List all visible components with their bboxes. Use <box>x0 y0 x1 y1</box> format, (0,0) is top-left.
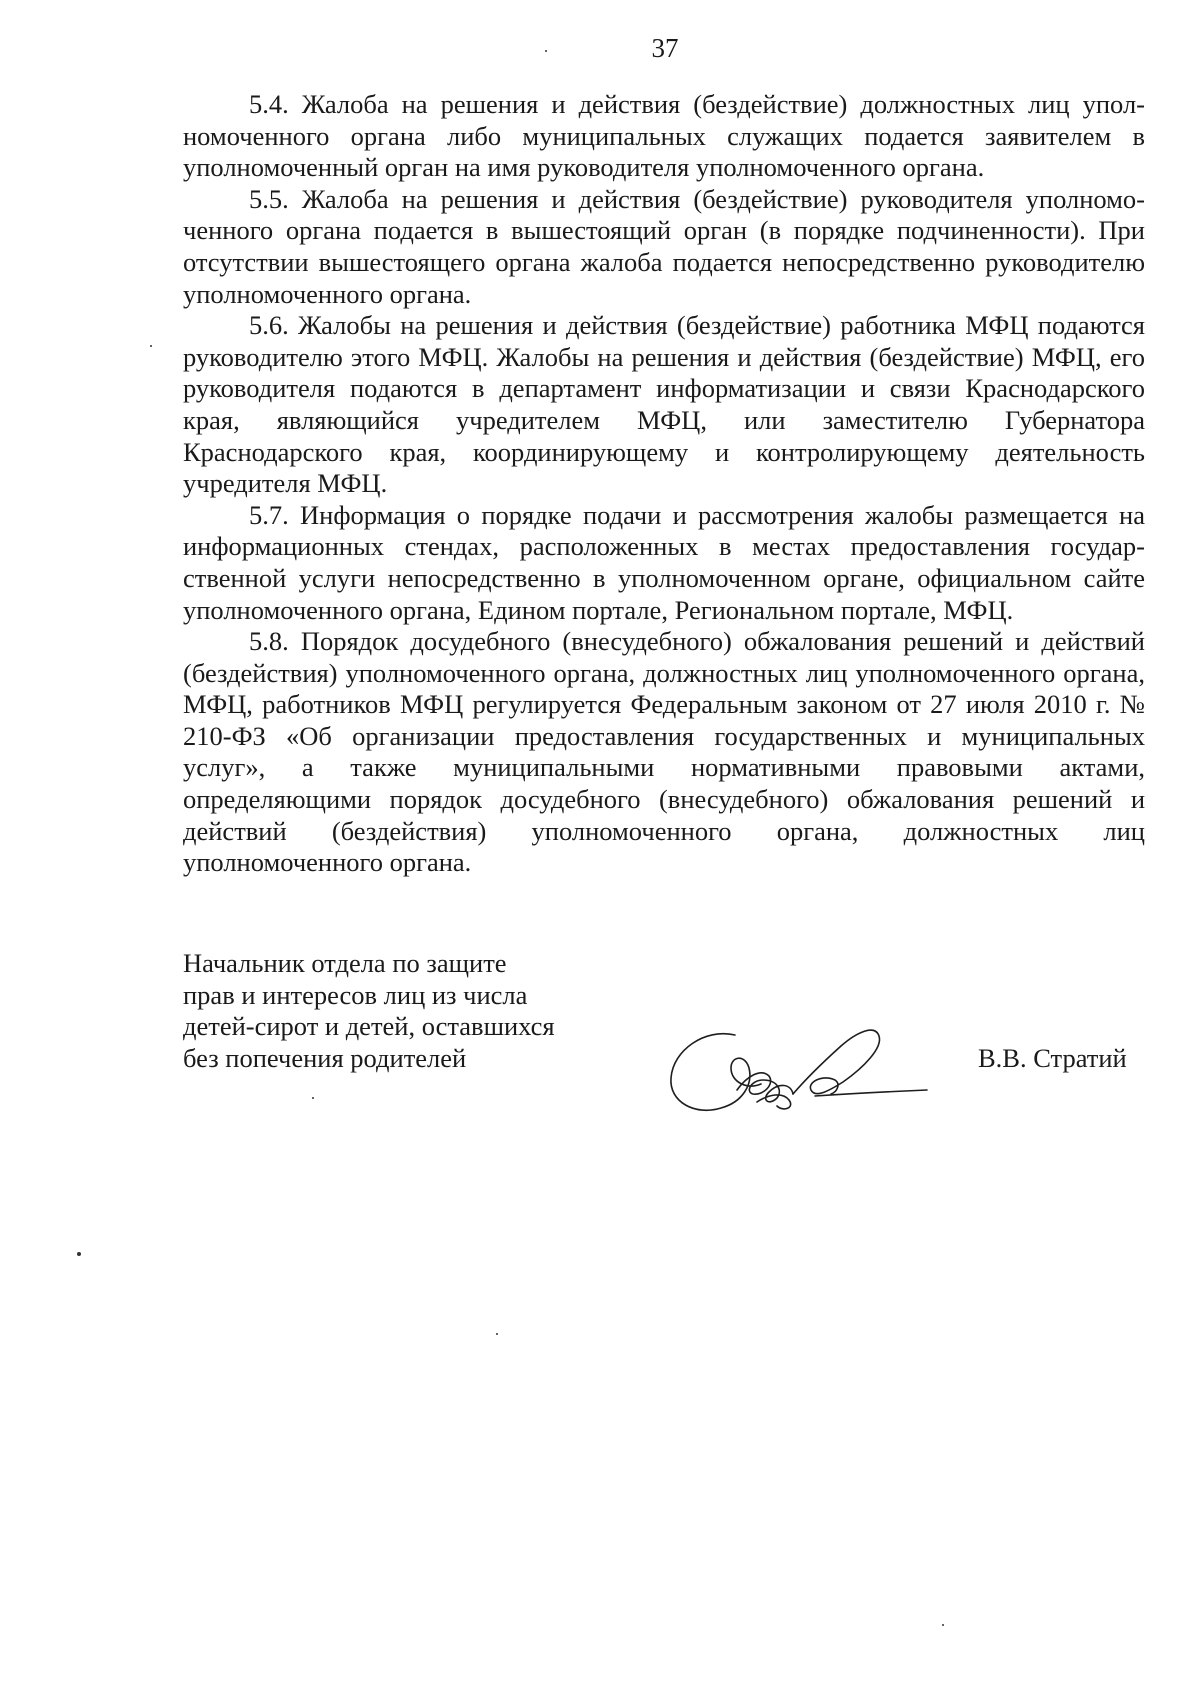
scan-speck <box>312 1097 314 1099</box>
position-line: без попечения родителей <box>183 1042 467 1073</box>
paragraph-5-4: 5.4. Жалоба на решения и действия (бездействие) должностных лиц уполномоченного органа либо муниципальных служащих подается заявителем в уполномоченный орган на имя руководителя уполномоченного органа. <box>183 89 1145 183</box>
position-line: детей-сирот и детей, оставшихся <box>183 1011 555 1042</box>
signatory-position <box>183 948 555 1074</box>
position-line: Начальник отдела по защите <box>183 948 507 978</box>
paragraph-5-5: 5.5. Жалоба на решения и действия (бездействие) руководителя уполномоченного органа подается в вышестоящий орган (в порядке подчиненности). При отсутствии вышестоящего органа жалоба подается непосредственно руководителю уполномоченного органа. <box>183 183 1145 309</box>
scan-speck <box>496 1333 498 1335</box>
paragraph-5-7: 5.7. Информация о порядке подачи и рассмотрения жалобы размещается на информационных стендах, расположенных в местах предоставления государственной услуги непосредственно в уполномоченном органе, официальном сайте уполномоченного органа, Едином портале, Региональном портале, МФЦ. <box>183 499 1145 625</box>
scan-speck <box>77 1252 81 1256</box>
scan-speck <box>545 50 547 52</box>
page-number: 37 <box>651 33 679 63</box>
position-line: прав и интересов лиц из числа <box>183 979 528 1010</box>
handwritten-signature <box>665 1010 935 1120</box>
signatory-name: В.В. Стратий <box>978 1043 1127 1073</box>
paragraph-5-6: 5.6. Жалобы на решения и действия (бездействие) работника МФЦ подаются руководителю этого МФЦ. Жалобы на решения и действия (бездействие) МФЦ, его руководителя подаются в департамент информатизации и связи Краснодарского края, являющийся учредителем МФЦ, или заместителю Губернатора Краснодарского края, координирующему и контролирующему деятельность учредителя МФЦ. <box>183 310 1145 499</box>
scan-speck <box>942 1624 944 1626</box>
paragraph-5-8: 5.8. Порядок досудебного (внесудебного) обжалования решений и действий (бездействия) уполномоченного органа, должностных лиц уполномоченного органа, МФЦ, работников МФЦ регулируется Федеральным законом от 27 июля 2010 г. № 210-ФЗ «Об организации предоставления государственных и муниципальных услуг», а также муниципальными нормативными правовыми актами, определяющими порядок досудебного (внесудебного) обжалования решений и действий (бездействия) уполномоченного органа, должностных лиц уполномоченного органа. <box>183 626 1145 878</box>
scan-speck <box>150 345 152 347</box>
document-body <box>183 89 1145 879</box>
